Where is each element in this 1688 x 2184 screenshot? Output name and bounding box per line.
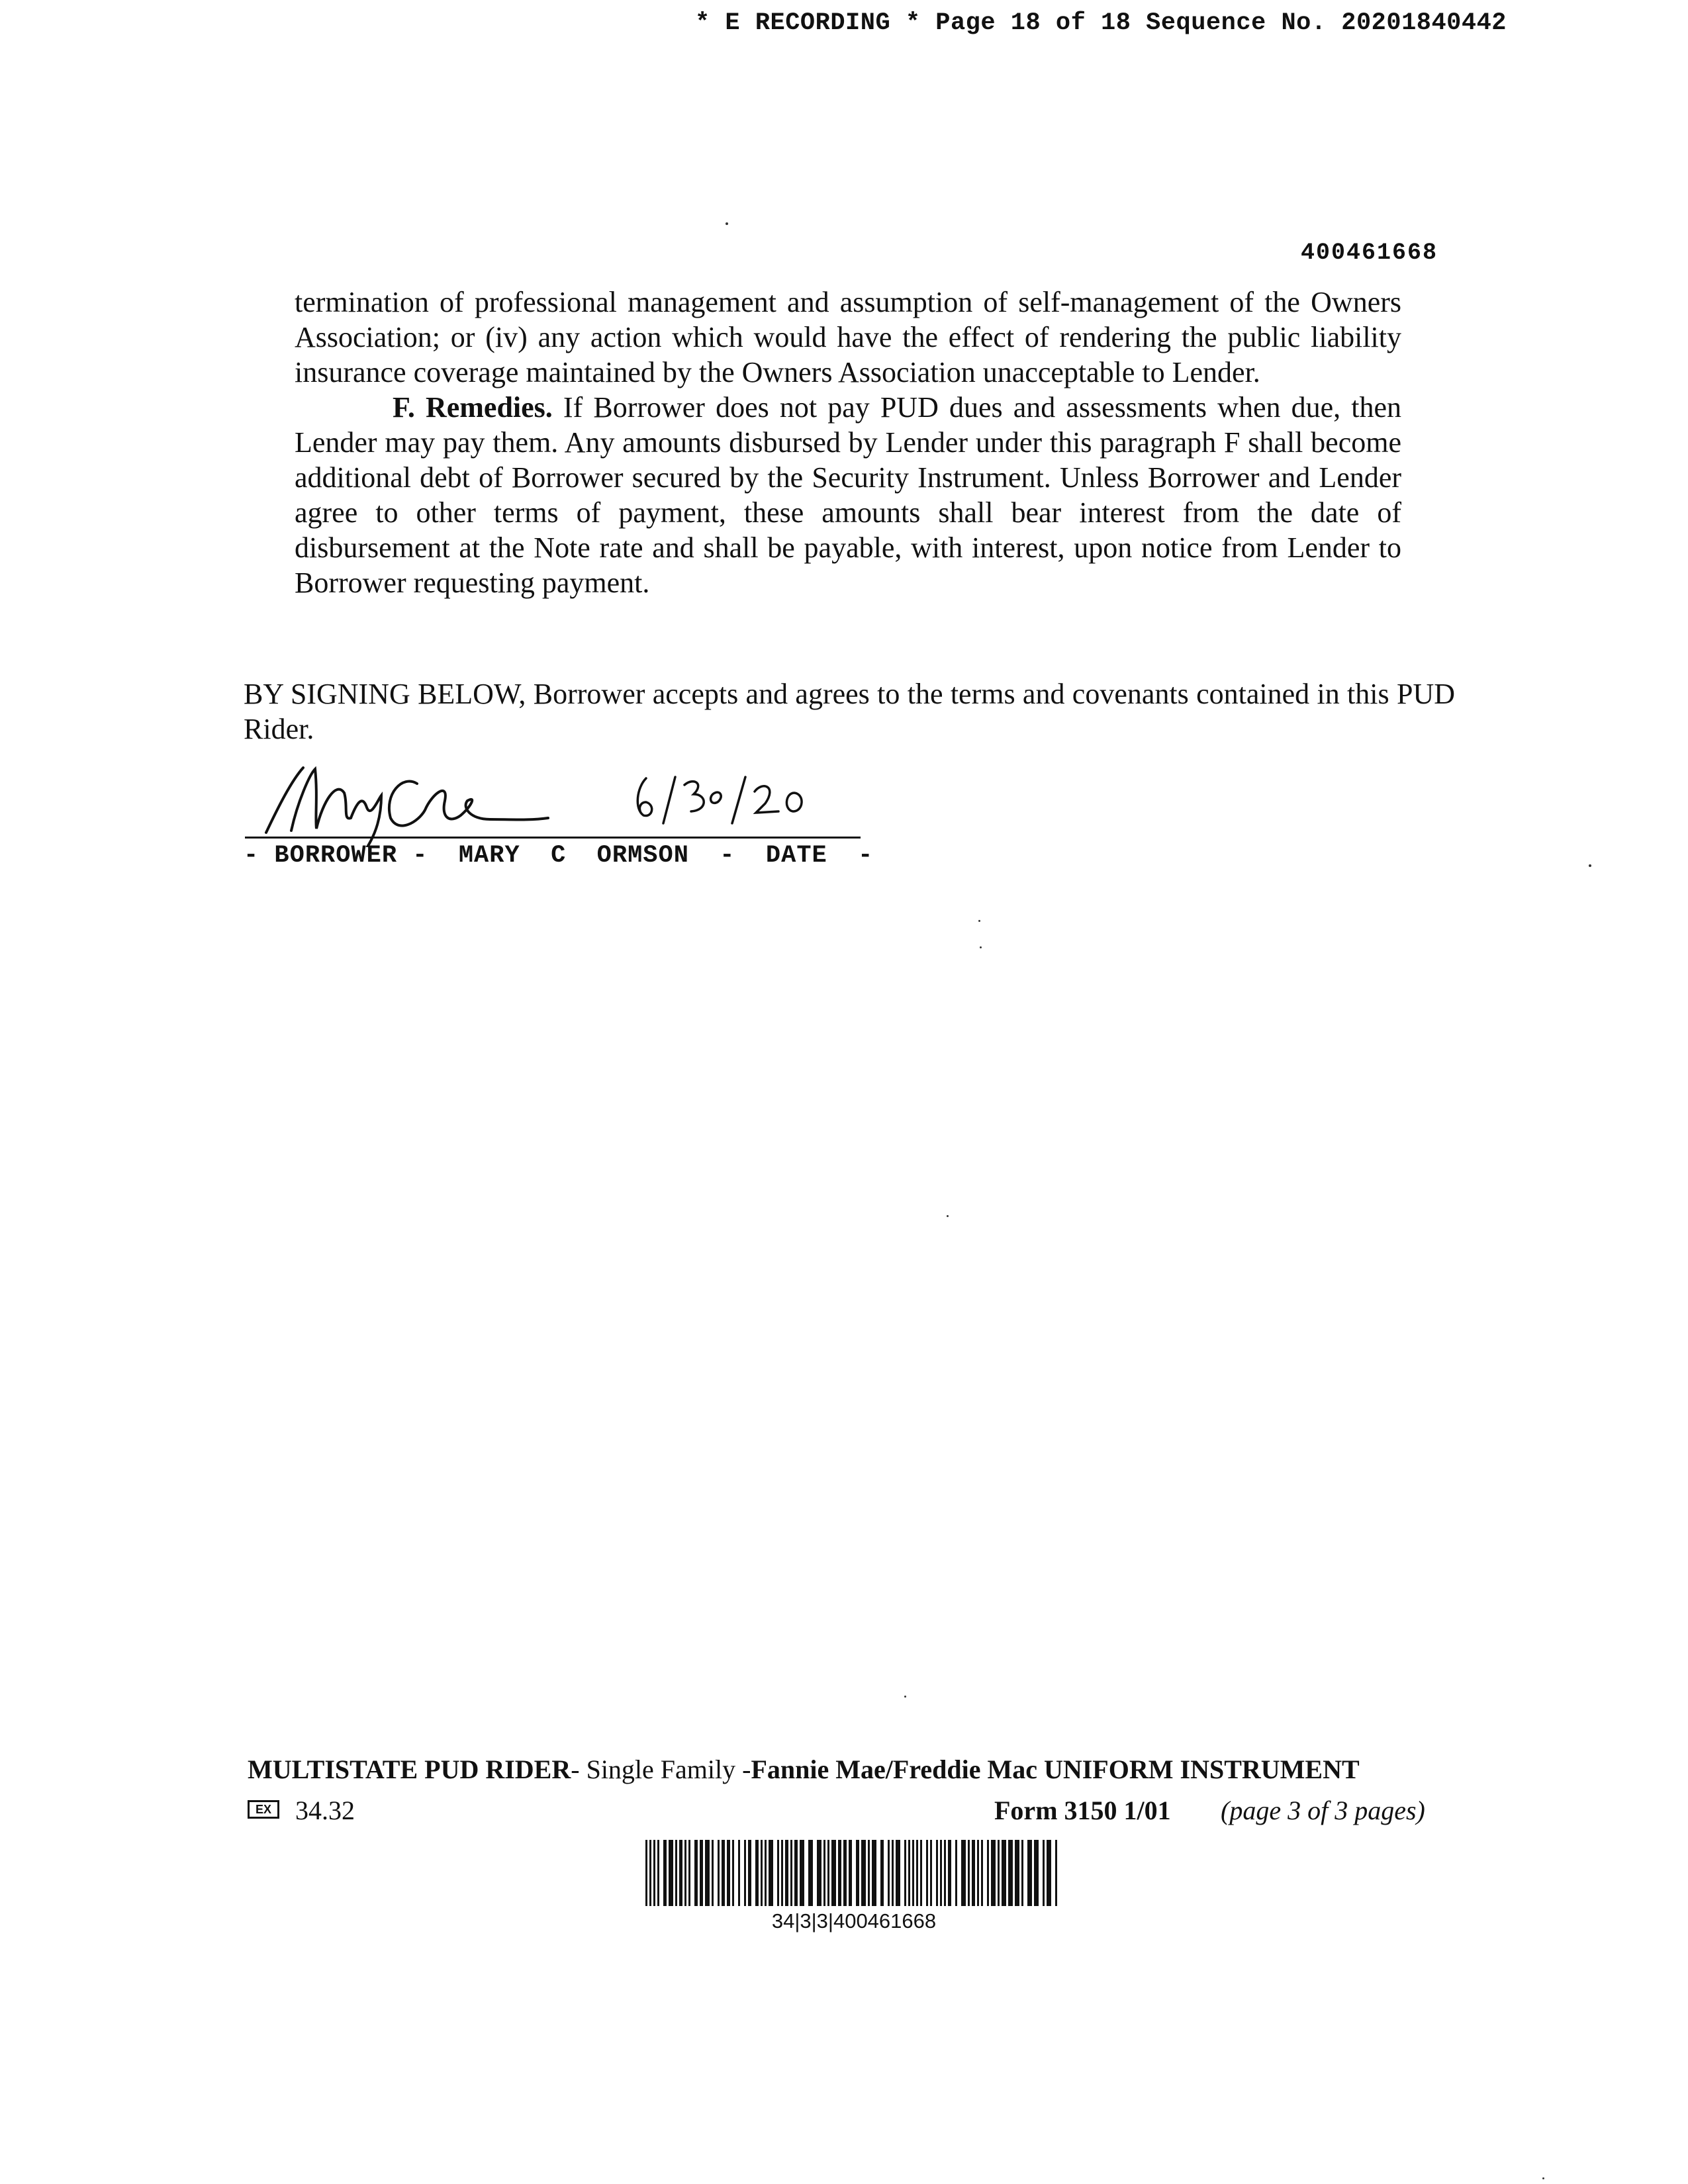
barcode-bar xyxy=(955,1840,957,1906)
barcode-bar xyxy=(748,1840,751,1906)
barcode-bar xyxy=(679,1840,682,1906)
barcode-bar xyxy=(761,1840,763,1906)
barcode-bar xyxy=(880,1840,884,1906)
form-title-part-3: Fannie Mae/Freddie Mac UNIFORM INSTRUMENT xyxy=(751,1754,1360,1784)
barcode-bar xyxy=(972,1840,975,1906)
barcode-text: 34|3|3|400461668 xyxy=(771,1909,937,1933)
barcode-bar xyxy=(705,1840,710,1906)
barcode-bar xyxy=(688,1840,690,1906)
barcode-bar xyxy=(961,1840,966,1906)
barcode-bar xyxy=(838,1840,841,1906)
borrower-signature xyxy=(252,754,880,847)
barcode-bar xyxy=(794,1840,798,1906)
barcode-bar xyxy=(920,1840,922,1906)
scan-speck xyxy=(726,222,728,225)
barcode-bar xyxy=(944,1840,946,1906)
barcode-bar xyxy=(663,1840,667,1906)
barcode-bar xyxy=(765,1840,767,1906)
barcode-bar xyxy=(694,1840,698,1906)
barcode-bar xyxy=(1002,1840,1006,1906)
barcode-bar xyxy=(1008,1840,1013,1906)
barcode-bar xyxy=(823,1840,825,1906)
barcode-bar xyxy=(1021,1840,1023,1906)
barcode-bar xyxy=(888,1840,890,1906)
barcode-bar xyxy=(700,1840,703,1906)
barcode-bar xyxy=(800,1840,804,1906)
rider-body xyxy=(295,285,1401,600)
barcode-bar xyxy=(669,1840,673,1906)
barcode-bar xyxy=(817,1840,821,1906)
scan-speck xyxy=(947,1215,949,1217)
barcode-bar xyxy=(1047,1840,1051,1906)
barcode-bar xyxy=(769,1840,773,1906)
scan-speck xyxy=(978,920,980,922)
handwritten-date xyxy=(637,777,802,823)
scan-speck xyxy=(904,1696,906,1698)
scan-speck xyxy=(980,946,982,948)
barcode-bar xyxy=(856,1840,859,1906)
barcode-bar xyxy=(808,1840,813,1906)
barcode-bar xyxy=(981,1840,983,1906)
barcode-bar xyxy=(785,1840,788,1906)
form-title-part-2: - Single Family - xyxy=(571,1754,751,1784)
ex-mark: EX xyxy=(248,1800,279,1819)
barcode-bar xyxy=(712,1840,714,1906)
barcode-bar xyxy=(738,1840,740,1906)
scan-speck xyxy=(1589,864,1591,867)
barcode-bar xyxy=(777,1840,779,1906)
barcode-bar xyxy=(861,1840,866,1906)
barcode-bar xyxy=(827,1840,829,1906)
barcode-bar xyxy=(849,1840,852,1906)
page-info: (page 3 of 3 pages) xyxy=(1221,1796,1425,1825)
barcode-bar xyxy=(718,1840,720,1906)
barcode-bar xyxy=(1034,1840,1039,1906)
barcode-bar xyxy=(987,1840,989,1906)
form-title-part-1: MULTISTATE PUD RIDER xyxy=(248,1754,571,1784)
loan-number: 400461668 xyxy=(1301,240,1438,266)
form-footer xyxy=(248,1795,1452,1828)
barcode-bar xyxy=(1027,1840,1032,1906)
barcode-bar xyxy=(649,1840,651,1906)
barcode-bar xyxy=(843,1840,847,1906)
signing-statement: BY SIGNING BELOW, Borrower accepts and agrees to the terms and covenants contained in this PUD Rider. xyxy=(244,678,1455,745)
barcode-bar xyxy=(872,1840,876,1906)
barcode-bar xyxy=(912,1840,914,1906)
barcode-bar xyxy=(926,1840,928,1906)
barcode-bar xyxy=(790,1840,792,1906)
barcode-bar xyxy=(722,1840,725,1906)
paragraph-remedies xyxy=(295,390,1401,600)
barcode-bar xyxy=(868,1840,870,1906)
barcode-bar xyxy=(675,1840,677,1906)
barcode-bar xyxy=(991,1840,996,1906)
barcode-bar xyxy=(1043,1840,1045,1906)
barcode-bar xyxy=(968,1840,970,1906)
barcode-bar xyxy=(904,1840,906,1906)
barcode-bar xyxy=(645,1840,647,1906)
barcode-bar xyxy=(936,1840,938,1906)
barcode-bar xyxy=(781,1840,783,1906)
remedies-text: If Borrower does not pay PUD dues and assessments when due, then Lender may pay them. Any amounts disbursed by Lender under this paragraph F shall become additional debt of Borrower secured by the Security Instrument. Unless Borrower and Lender agree to other terms of payment, these amounts shall bear interest from the date of disbursement at the Note rate and shall be payable, with interest, upon notice from Lender to Borrower requesting payment. xyxy=(295,391,1402,599)
scan-speck xyxy=(1542,2177,1544,2179)
barcode-bar xyxy=(653,1840,655,1906)
signature-caption: - BORROWER - MARY C ORMSON - DATE - xyxy=(244,842,874,870)
recording-header: * E RECORDING * Page 18 of 18 Sequence No. 20201840442 xyxy=(695,9,1507,37)
barcode xyxy=(645,1840,1062,1906)
barcode-bar xyxy=(744,1840,746,1906)
barcode-bar xyxy=(916,1840,918,1906)
barcode-bar xyxy=(755,1840,759,1906)
barcode-bar xyxy=(930,1840,932,1906)
barcode-bar xyxy=(948,1840,951,1906)
signature-line xyxy=(245,837,861,839)
barcode-bar xyxy=(1055,1840,1057,1906)
paragraph-termination: termination of professional management and assumption of self-management of the Owners Association; or (iv) any action which would have the effect of rendering the public liability insurance coverage maintained by the Owners Association unacceptable to Lender. xyxy=(295,286,1401,388)
form-title xyxy=(248,1754,1360,1785)
barcode-bar xyxy=(908,1840,910,1906)
remedies-heading: F. Remedies. xyxy=(393,391,553,424)
barcode-bar xyxy=(892,1840,894,1906)
form-version: 34.32 xyxy=(295,1796,355,1825)
barcode-bar xyxy=(940,1840,942,1906)
form-number: Form 3150 1/01 xyxy=(994,1796,1171,1825)
barcode-bar xyxy=(684,1840,686,1906)
barcode-bar xyxy=(732,1840,734,1906)
barcode-bar xyxy=(657,1840,659,1906)
barcode-bar xyxy=(896,1840,900,1906)
barcode-bar xyxy=(727,1840,730,1906)
barcode-bar xyxy=(977,1840,979,1906)
barcode-bar xyxy=(831,1840,836,1906)
barcode-bar xyxy=(1015,1840,1019,1906)
barcode-bar xyxy=(998,1840,1000,1906)
